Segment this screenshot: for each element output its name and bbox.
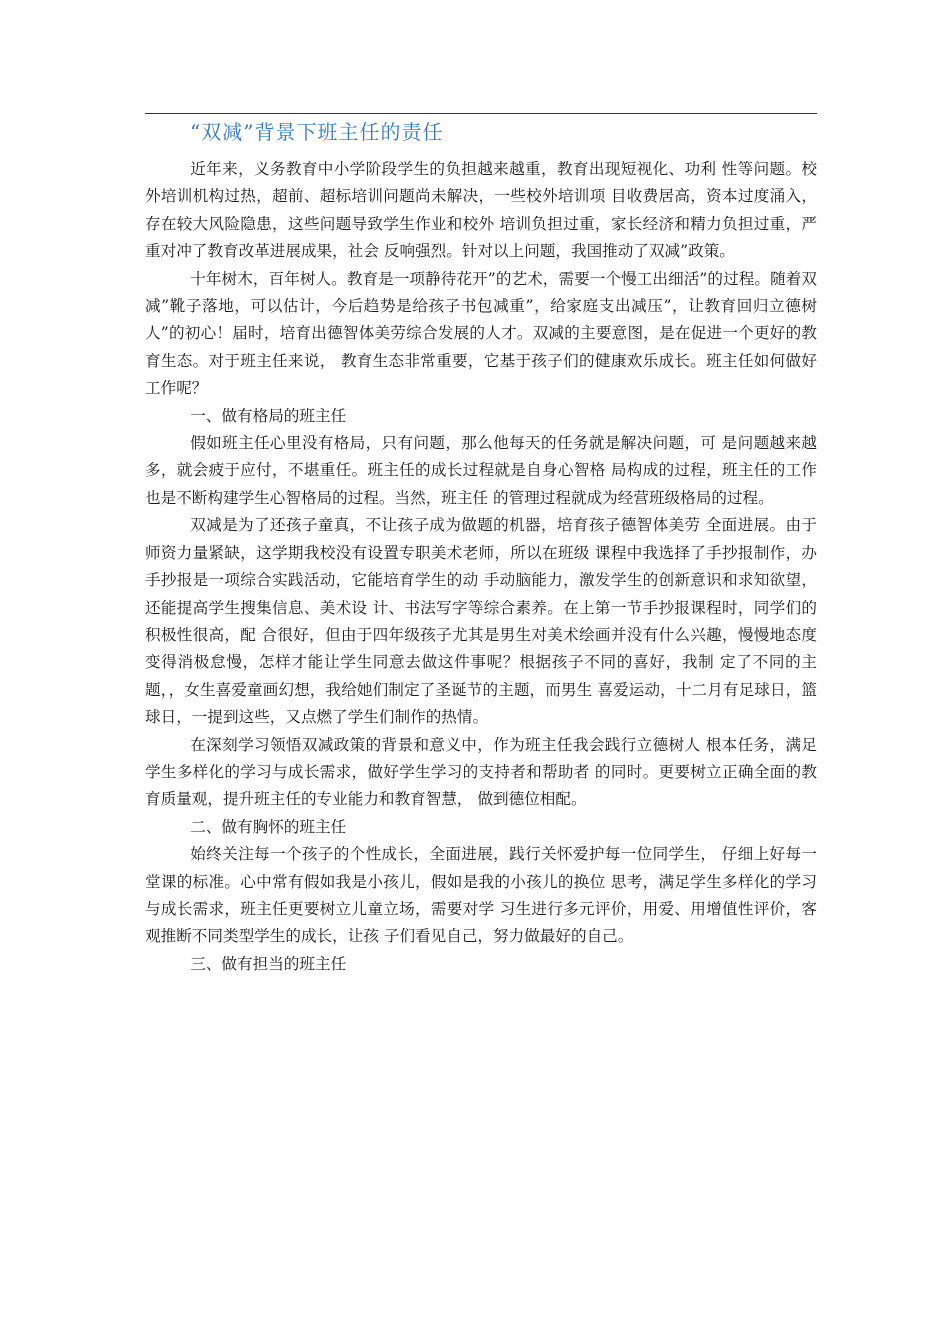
document-body — [145, 156, 817, 978]
section-heading-1: 一、做有格局的班主任 — [190, 406, 347, 425]
paragraph-education-ecology: 十年树木，百年树人。教育是一项静待花开”的艺术，需要一个慢工出细活”的过程。随着双减”靴子落地，可以估计，今后趋势是给孩子书包减重”，给家庭支出减压”，让教育回归立德树人”的初心！届时，培育出德智体美劳综合发展的人才。双减的主要意图，是在促进一个更好的教育生态。对于班主任来说， 教育生态非常重要，它基于孩子们的健康欢乐成长。班主任如何做好工作呢？ — [145, 269, 817, 398]
section-heading-2: 二、做有胸怀的班主任 — [190, 817, 347, 836]
header-rule — [145, 113, 817, 114]
paragraph-pattern: 假如班主任心里没有格局，只有问题，那么他每天的任务就是解决问题，可 是问题越来越多，就会疲于应付，不堪重任。班主任的成长过程就是自身心智格 局构成的过程，班主任的工作也是不断构建学生心智格局的过程。当然，班主任 的管理过程就成为经营班级格局的过程。 — [145, 434, 817, 507]
paragraph-intro: 近年来，义务教育中小学阶段学生的负担越来越重，教育出现短视化、功利 性等问题。校外培训机构过热，超前、超标培训问题尚未解决，一些校外培训项 目收费居高，资本过度涌入，存在较大风险隐患，这些问题导致学生作业和校外 培训负担过重，家长经济和精力负担过重，严重对冲了教育改革进展成果，社会 反响强烈。针对以上问题，我国推动了双减”政策。 — [145, 160, 817, 261]
document-title: “双减”背景下班主任的责任 — [190, 120, 444, 144]
paragraph-care: 始终关注每一个孩子的个性成长，全面进展，践行关怀爱护每一位同学生， 仔细上好每一堂课的标准。心中常有假如我是小孩儿，假如是我的小孩儿的换位 思考，满足学生多样化的学习与成长需求，班主任更要树立儿童立场，需要对学 习生进行多元评价，用爱、用增值性评价，客观推断不同类型学生的成长，让孩 子们看见自己，努力做最好的自己。 — [145, 845, 817, 946]
paragraph-handcopy-newspaper: 双减是为了还孩子童真，不让孩子成为做题的机器，培育孩子德智体美劳 全面进展。由于师资力量紧缺，这学期我校没有设置专职美术老师，所以在班级 课程中我选择了手抄报制作，办手抄报是一项综合实践活动，它能培育学生的动 手动脑能力，激发学生的创新意识和求知欲望，还能提高学生搜集信息、美术设 计、书法写字等综合素养。在上第一节手抄报课程时，同学们的积极性很高，配 合很好，但由于四年级孩子尤其是男生对美术绘画并没有什么兴趣，慢慢地态度 变得消极怠慢，怎样才能让学生同意去做这件事呢？根据孩子不同的喜好，我制 定了不同的主题，，女生喜爱童画幻想，我给她们制定了圣诞节的主题，而男生 喜爱运动，十二月有足球日，篮球日，一提到这些，又点燃了学生们制作的热情。 — [145, 516, 817, 727]
paragraph-moral-education: 在深刻学习领悟双减政策的背景和意义中，作为班主任我会践行立德树人 根本任务，满足学生多样化的学习与成长需求，做好学生学习的支持者和帮助者 的同时。更要树立正确全面的教育质量观，提升班主任的专业能力和教育智慧， 做到德位相配。 — [145, 735, 817, 809]
section-heading-3: 三、做有担当的班主任 — [190, 954, 347, 973]
